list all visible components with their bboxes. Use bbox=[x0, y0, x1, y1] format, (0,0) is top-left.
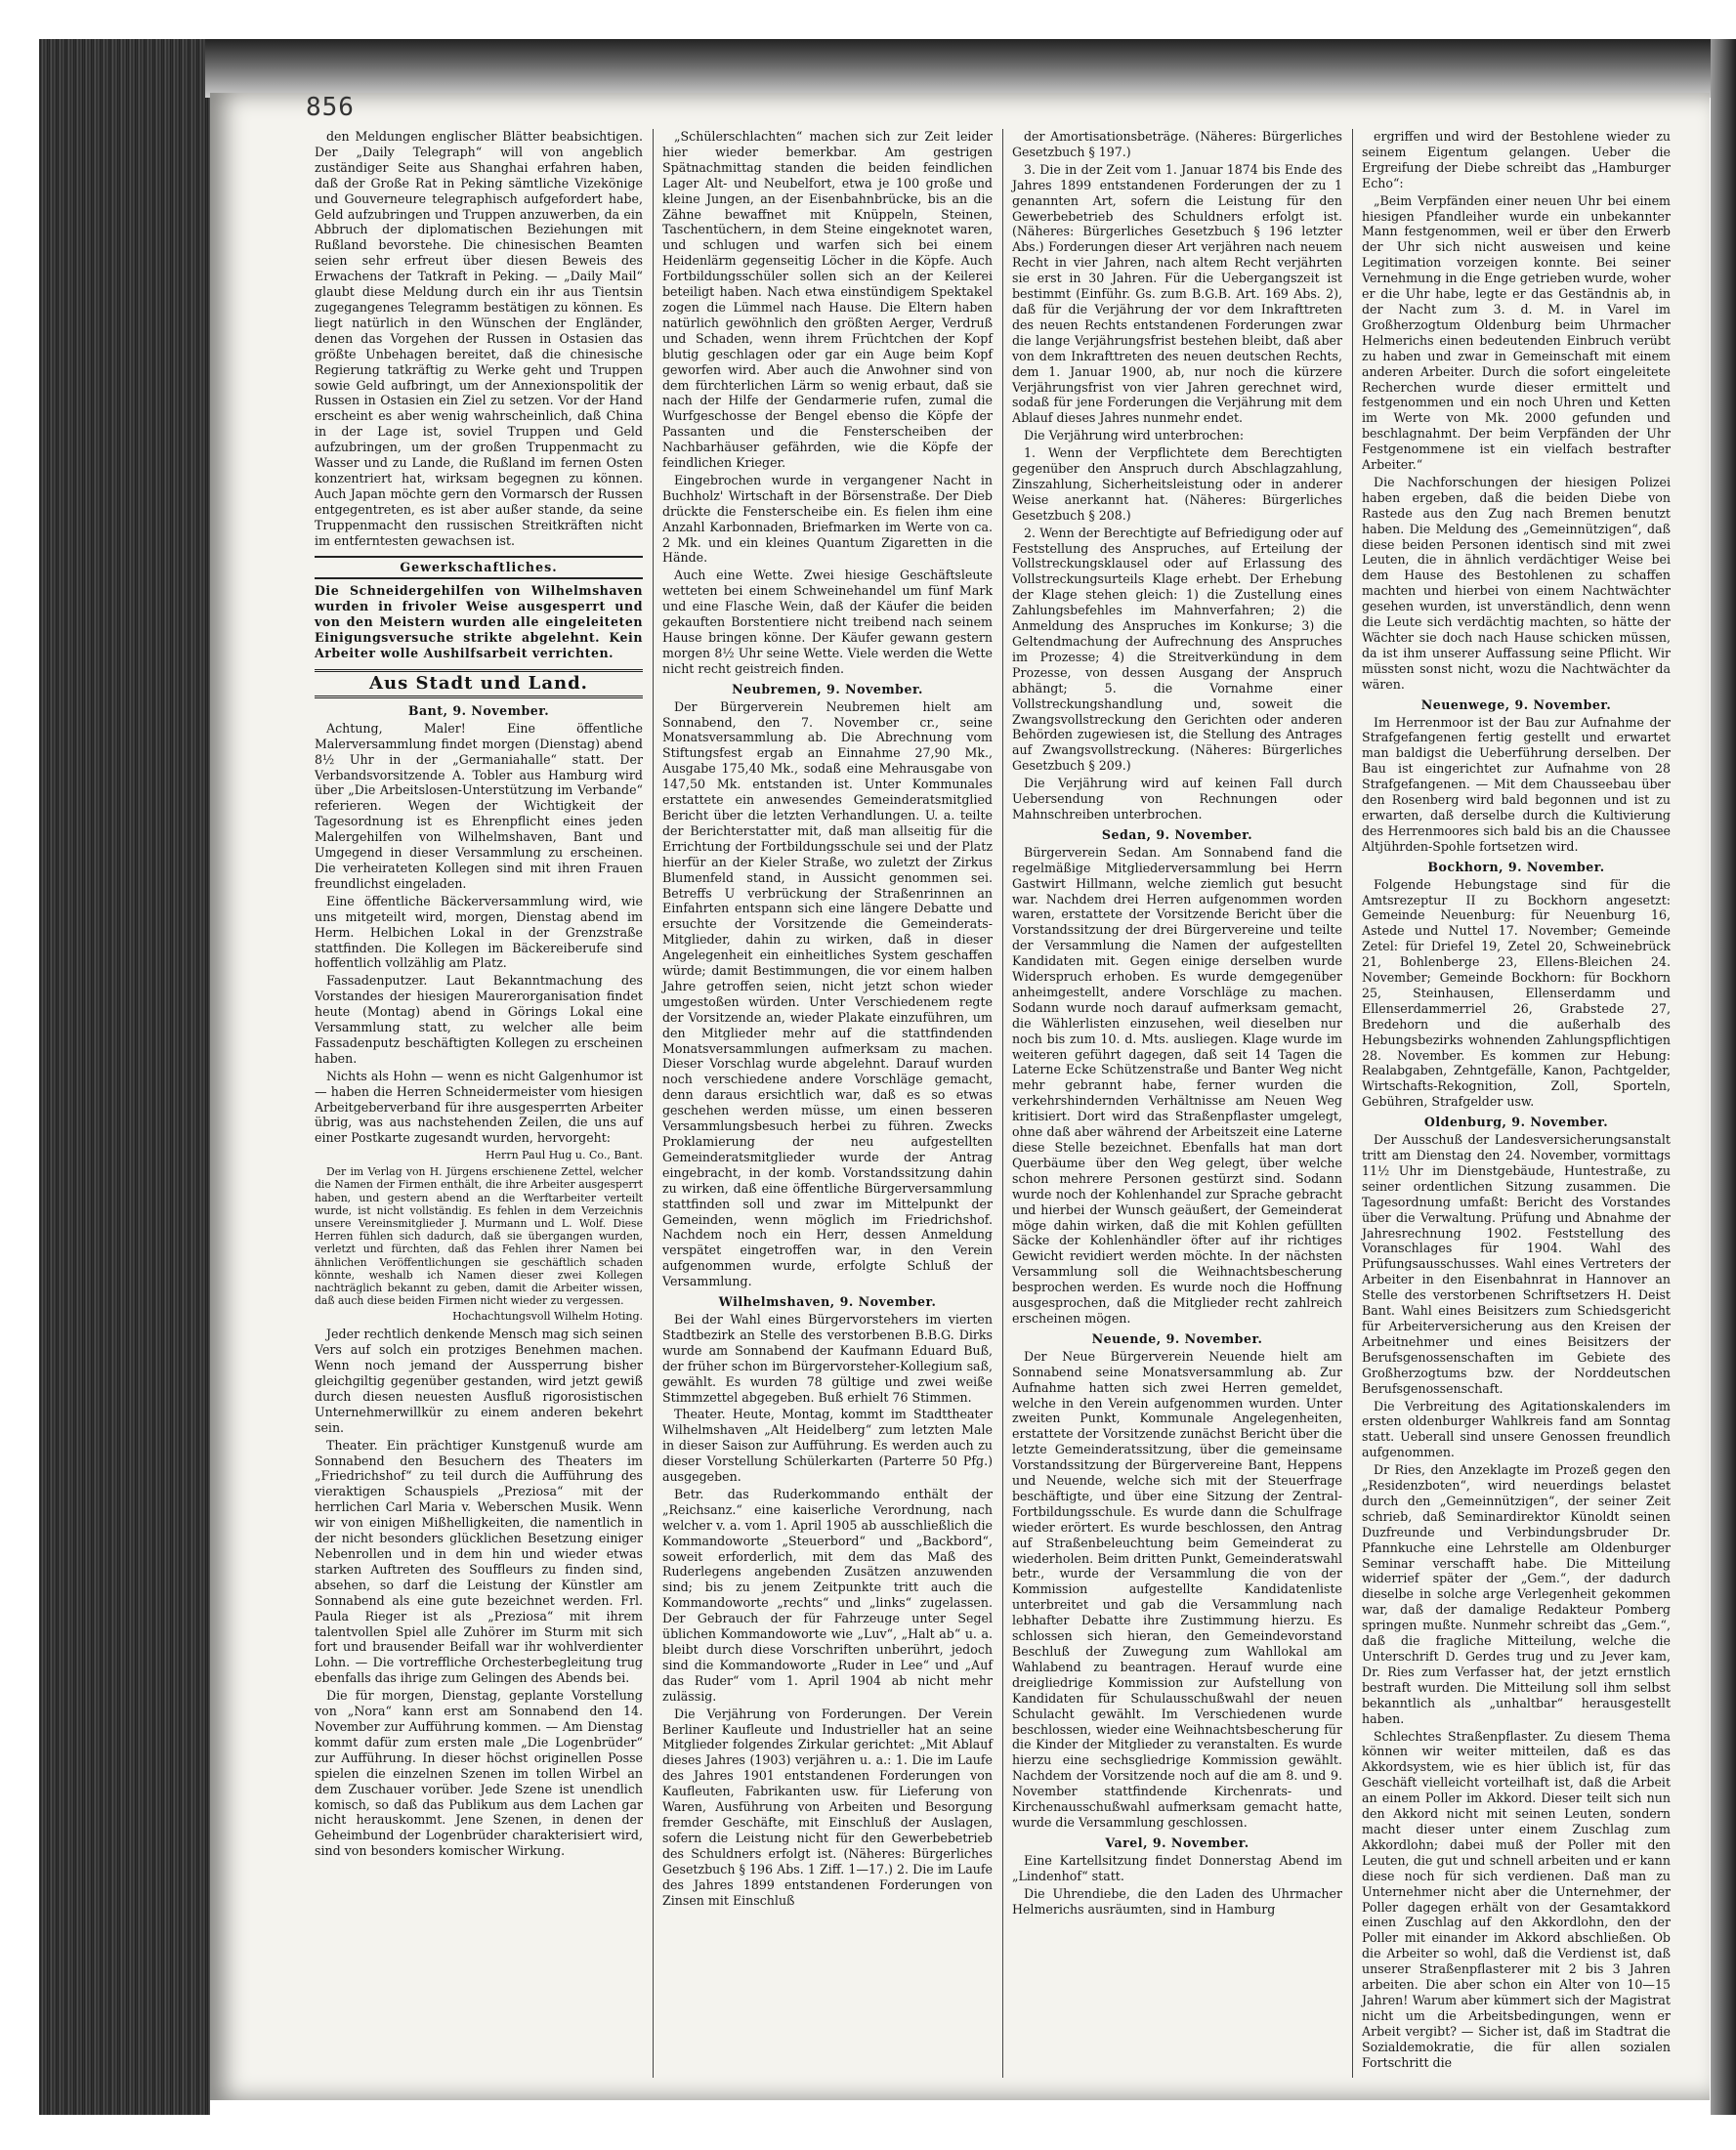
article-paragraph: Eine öffentliche Bäckerversammlung wird, wie uns mitgeteilt wird, morgen, Dienstag abend im Herm. Helbichen Lokal in der Grenzstraße stattfinden. Die Kollegen im Bäckereiberufe sind hoffentlich vollzählig am Platz. bbox=[315, 893, 643, 971]
article-paragraph: Der Bürgerverein Neubremen hielt am Sonnabend, den 7. November cr., seine Monatsversammlung ab. Die Abrechnung vom Stiftungsfest ergab an Einnahme 27,90 Mk., Ausgabe 175,40 Mk., sodaß eine Mehrausgabe von 147,50 Mk. entstanden ist. Unter Kommunales erstattete ein anwesendes Gemeinderatsmitglied Bericht über die letzten Verhandlungen. U. a. teilte der Berichterstatter mit, daß man allseitig für die Errichtung der Fortbildungsschule sei und der Platz hierfür an der Kieler Straße, wo zuletzt der Zirkus Blumenfeld stand, in Aussicht genommen sei. Betreffs U verbrückung der Straßenrinnen an Einfahrten entspann sich eine längere Debatte und ersuchte der Vorsitzende die Gemeinderats-Mitglieder, dahin zu wirken, daß in dieser Angelegenheit ein einheitliches System geschaffen würde; damit Bestimmungen, die vor einem halben Jahre getroffen seien, nicht jetzt schon wieder umgestoßen würden. Unter Verschiedenem regte der Vorsitzende an, wieder Plakate einzuführen, um den Mitglieder mehr auf die stattfindenden Monatsversammlungen aufmerksam zu machen. Dieser Vorschlag wurde abgelehnt. Darauf wurden noch verschiedene andere Vorschläge gemacht, denn daraus ersichtlich war, daß es so etwas geschehen werden müsse, um einen besseren Versammlungsbesuch herbei zu führen. Zwecks Proklamierung der neu aufgestellten Gemeinderatsmitglieder wurde der Antrag eingebracht, in der komb. Vorstandssitzung dahin zu wirken, daß eine öffentliche Bürgerversammlung stattfinden soll und zwar im Mittelpunkt der Gemeinden, wenn möglich im Friedrichshof. Nachdem noch ein Herr, dessen Anmeldung verspätet eingetroffen war, in den Verein aufgenommen wurde, erfolgte Schluß der Versammlung. bbox=[662, 698, 993, 1289]
page-number: 856 bbox=[306, 93, 355, 122]
page-gutter-shadow bbox=[1711, 39, 1736, 2115]
section-heading: Gewerkschaftliches. bbox=[315, 556, 643, 579]
column-3 bbox=[1012, 129, 1342, 1918]
article-paragraph: Nichts als Hohn — wenn es nicht Galgenhumor ist — haben die Herren Schneidermeister vom hiesigen Arbeitgeberverband für ihre ausgesperrten Arbeiter übrig, was aus nachstehenden Zeilen, die uns auf einer Postkarte zugesandt wurden, hervorgeht: bbox=[315, 1068, 643, 1146]
article-paragraph: Die Verjährung wird auf keinen Fall durch Uebersendung von Rechnungen oder Mahnschreiben unterbrochen. bbox=[1012, 776, 1342, 822]
book-top-edge bbox=[205, 39, 1729, 98]
dateline: Bant, 9. November. bbox=[407, 702, 550, 718]
article-paragraph: Die Verbreitung des Agitationskalenders im ersten oldenburger Wahlkreis fand am Sonntag statt. Ueberall sind unsere Genossen freundlich aufgenommen. bbox=[1362, 1398, 1671, 1460]
column-4 bbox=[1362, 129, 1671, 2072]
section-heading: Aus Stadt und Land. bbox=[315, 669, 643, 698]
article-paragraph: Jeder rechtlich denkende Mensch mag sich seinen Vers auf solch ein protziges Benehmen machen. Wenn noch jemand der Aussperrung bisher gleichgiltig gegenüber gestanden, wird jetzt gewiß durch diesen neuesten Ausfluß rigorosistischen Unternehmerwillkür zu einem anderen bekehrt sein. bbox=[315, 1327, 643, 1435]
article-paragraph: Im Herrenmoor ist der Bau zur Aufnahme der Strafgefangenen fertig gestellt und erwartet man baldigst die Ueberführung derselben. Der Bau ist eingerichtet zur Aufnahme von 28 Strafgefangenen. — Mit dem Chausseebau über den Rosenberg wird bald begonnen und ist zu erwarten, daß derselbe durch die Kultivierung des Herrenmoores sich bald bis an die Chaussee Altjührden-Spohle fortsetzen wird. bbox=[1362, 714, 1671, 854]
dateline: Wilhelmshaven, 9. November. bbox=[718, 1294, 937, 1310]
article-paragraph: Folgende Hebungstage sind für die Amtsrezeptur II zu Bockhorn angesetzt: Gemeinde Neuenburg: für Neuenburg 16, Astede und Nuttel 17. November; Gemeinde Zetel: für Driefel 19, Zetel 20, Schweinebrück 21, Bohlenberge 23, Ellens-Bleichen 24. November; Gemeinde Bockhorn: für Bockhorn 25, Steinhausen, Ellenserdamm und Ellenserdammerriel 26, Grabstede 27, Bredehorn und die außerhalb des Hebungsbezirks wohnenden Zahlungspflichtigen 28. November. Es kommen zur Hebung: Realabgaben, Zehntgefälle, Kanon, Pachtgelder, Wirtschafts-Rekognition, Zoll, Sporteln, Gebühren, Strafgelder usw. bbox=[1362, 876, 1671, 1110]
article-paragraph: Achtung, Maler! Eine öffentliche Malerversammlung findet morgen (Dienstag) abend 8½ Uhr in der „Germaniahalle“ statt. Der Verbandsvorsitzende A. Tobler aus Hamburg wird über „Die Arbeitslosen-Unterstützung im Verbande“ referieren. Wegen der Wichtigkeit der Tagesordnung ist es Ehrenpflicht eines jeden Malergehilfen von Wilhelmshaven, Bant und Umgegend in dieser Versammlung zu erscheinen. Die verheirateten Kollegen sind mit ihren Frauen freundlichst eingeladen. bbox=[315, 720, 643, 891]
signature: Hochachtungsvoll Wilhelm Hoting. bbox=[452, 1310, 643, 1324]
article-paragraph: Die Verjährung wird unterbrochen: bbox=[1024, 428, 1245, 443]
article-paragraph: der Amortisationsbeträge. (Näheres: Bürgerliches Gesetzbuch § 197.) bbox=[1012, 129, 1342, 159]
article-paragraph: Der Neue Bürgerverein Neuende hielt am Sonnabend seine Monatsversammlung ab. Zur Aufnahme hatten sich zwei Herren gemeldet, welche in den Verein aufgenommen wurden. Unter zweiten Punkt, Kommunale Angelegenheiten, erstattete der Vorsitzende zunächst Bericht über die letzte Gemeinderatssitzung, über die gemeinsame Vorstandssitzung der Bürgervereine Bant, Heppens und Neuende, welche sich mit der Steuerfrage beschäftigte, und über eine Sitzung der Zentral-Fortbildungsschule. Es wurde dann die Schulfrage wieder erörtert. Es wurde beschlossen, den Antrag auf Straßenbeleuchtung beim Gemeinderat zu wiederholen. Beim dritten Punkt, Gemeinderatswahl betr., wurde der Versammlung die von der Kommission aufgestellte Kandidatenliste unterbreitet und gab die Versammlung nach lebhafter Debatte ihre Zustimmung hierzu. Es schlossen sich hieran, den Gemeindevorstand Beschluß der Zuwegung zum Wahllokal am Wahlabend zu beantragen. Herauf wurde eine dreigliedrige Kommission zur Aufstellung von Kandidaten für Schulausschußwahl der neuen Schulacht gewählt. Im Verschiedenen wurde beschlossen, wieder eine Weihnachtsbescherung für die Kinder der Mitglieder zu veranstalten. Es wurde hierzu eine sechsgliedrige Kommission gewählt. Nachdem der Vorsitzende noch auf die am 8. und 9. November stattfindende Kirchenrats- und Kirchenausschußwahl aufmerksam gemacht hatte, wurde die Versammlung geschlossen. bbox=[1012, 1348, 1342, 1830]
dateline: Bockhorn, 9. November. bbox=[1427, 859, 1605, 874]
column-rule bbox=[653, 129, 654, 2078]
dateline: Neubremen, 9. November. bbox=[732, 681, 923, 696]
article-paragraph: Bürgerverein Sedan. Am Sonnabend fand die regelmäßige Mitgliederversammlung bei Herrn Gastwirt Hillmann, welche ziemlich gut besucht war. Nachdem drei Herren aufgenommen worden waren, erstattete der Vorsitzende Bericht über die Vorstandssitzung der drei Bürgervereine und teilte der Versammlung die Namen der aufgestellten Kandidaten mit. Gegen einige derselben wurde Widerspruch erhoben. Es wurde demgegenüber anheimgestellt, andere Vorschläge zu machen. Sodann wurde noch darauf aufmerksam gemacht, die Wählerlisten einzusehen, weil dieselben nur noch bis zum 10. d. Mts. ausliegen. Klage wurde im weiteren geführt dagegen, daß seit 14 Tagen die Laterne Ecke Schützenstraße und Banter Weg nicht mehr gebrannt habe, ferner wurden die verkehrshindernden Verhältnisse am Neuen Weg kritisiert. Dort wird das Straßenpflaster umgelegt, ohne daß aber während der Arbeitszeit eine Laterne diese Stelle bezeichnet. Ebenfalls hat man dort Querbäume über den Weg gelegt, über welche schon mehrere Personen gestürzt sind. Sodann wurde noch der Kohlenhandel zur Sprache gebracht und hierbei der Wunsch geäußert, der Gemeinderat möge dahin wirken, daß die mit Kohlen gefüllten Säcke der Kohlenhändler öfter auf ihr richtiges Gewicht revidiert werden möchte. In der nächsten Versammlung soll die Weihnachtsbescherung besprochen werden. Es wurde noch die Hoffnung ausgesprochen, daß die Mitglieder recht zahlreich erscheinen mögen. bbox=[1012, 844, 1342, 1326]
article-paragraph: Bei der Wahl eines Bürgervorstehers im vierten Stadtbezirk an Stelle des verstorbenen B.B.G. Dirks wurde am Sonnabend der Kaufmann Eduard Buß, der früher schon im Bürgervorsteher-Kollegium saß, gewählt. Es wurden 78 gültige und zwei weiße Stimmzettel abgegeben. Buß erhielt 76 Stimmen. bbox=[662, 1311, 993, 1405]
dateline: Sedan, 9. November. bbox=[1101, 826, 1253, 842]
article-paragraph: Die für morgen, Dienstag, geplante Vorstellung von „Nora“ kann erst am Sonnabend den 14. November zur Aufführung kommen. — Am Dienstag kommt dafür zum ersten male „Die Logenbrüder“ zur Aufführung. In dieser höchst originellen Posse spielen die einzelnen Szenen im tollen Wirbel an dem Zuschauer vorüber. Jede Szene ist unendlich komisch, so daß das Publikum aus dem Lachen gar nicht herauskommt. Jene Szenen, in denen der Geheimbund der Logenbrüder charakterisiert wird, sind von besonders komischer Wirkung. bbox=[315, 1688, 643, 1859]
signature: Herrn Paul Hug u. Co., Bant. bbox=[485, 1149, 643, 1162]
article-paragraph: Die Uhrendiebe, die den Laden des Uhrmacher Helmerichs ausräumten, sind in Hamburg bbox=[1012, 1885, 1342, 1917]
column-2 bbox=[662, 129, 993, 1910]
article-paragraph: den Meldungen englischer Blätter beabsichtigen. Der „Daily Telegraph“ will von angeblich zuständiger Seite aus Shanghai erfahren haben, daß der Große Rat in Peking sämtliche Vizekönige und Gouverneure telegraphisch aufgefordert habe, Geld aufzubringen und Truppen anzuwerben, da ein Abbruch der diplomatischen Beziehungen mit Rußland bevorstehe. Die chinesischen Beamten seien sehr erfreut über diesen Beweis des Erwachens der Tatkraft in Peking. — „Daily Mail“ glaubt diese Meldung durch ein ihr aus Tientsin zugegangenes Telegramm bestätigen zu können. Es liegt natürlich in den Wünschen der Engländer, denen das Vorgehen der Russen in Ostasien das größte Unbehagen bereitet, daß die chinesische Regierung tatkräftig zu Werke geht und Truppen sowie Geld aufbringt, um der Annexionspolitik der Russen in Ostasien ein Ziel zu setzen. Vor der Hand erscheint es aber wenig wahrscheinlich, daß China in der Lage ist, soviel Truppen und Geld aufzubringen, um der großen Truppenmacht zu Wasser und zu Lande, die Rußland im fernen Osten konzentriert hat, wirksam begegnen zu können. Auch Japan möchte gern den Vormarsch der Russen entgegentreten, es ist aber außer stande, da seine Truppenmacht den russischen Streitkräften nicht im entferntesten gewachsen ist. bbox=[315, 129, 643, 548]
book-edge bbox=[39, 39, 210, 2115]
article-paragraph: Dr Ries, den Anzeklagte im Prozeß gegen den „Residenzboten“, wird neuerdings belastet durch den „Gemeinnützigen“, der seiner Zeit schrieb, daß Seminardirektor Künoldt seinen Duzfreunde und Verbindungsbruder Dr. Pfannkuche eine Lehrstelle am Oldenburger Seminar verschafft habe. Die Mitteilung widerrief später der „Gem.“, der dadurch dieselbe in solche arge Verlegenheit gekommen war, daß der damalige Redakteur Pomberg springen mußte. Nunmehr schreibt das „Gem.“, daß die fragliche Mitteilung, welche die Unterschrift D. Gerdes trug und zu Jever kam, Dr. Ries zum Verfasser hat, der jetzt ernstlich bestraft wurden. Die Mitteilung soll ihm selbst bekanntlich als „unhaltbar“ herausgestellt haben. bbox=[1362, 1462, 1671, 1726]
column-rule bbox=[1352, 129, 1353, 2078]
column-1 bbox=[315, 129, 643, 1861]
article-paragraph: Fassadenputzer. Laut Bekanntmachung des Vorstandes der hiesigen Maurerorganisation findet heute (Montag) abend in Görings Lokal eine Versammlung statt, zu welcher alle beim Fassadenputz beschäftigten Kollegen zu erscheinen haben. bbox=[315, 973, 643, 1066]
notice-text: Die Schneidergehilfen von Wilhelmshaven wurden in frivoler Weise ausgesperrt und von den Meistern wurden alle eingeleiteten Einigungsversuche strikte abgelehnt. Kein Arbeiter wolle Aushilfsarbeit verrichten. bbox=[315, 583, 643, 660]
dateline: Neuenwege, 9. November. bbox=[1420, 696, 1612, 712]
article-paragraph: Theater. Ein prächtiger Kunstgenuß wurde am Sonnabend den Besuchern des Theaters im „Friedrichshof“ zu teil durch die Aufführung des vieraktigen Schauspiels „Preziosa“ mit der herrlichen Carl Maria v. Weberschen Musik. Wenn wir von einigen Mißhelligkeiten, die namentlich in der nicht besonders glücklichen Besetzung einiger Nebenrollen und in dem hin und wieder etwas starken Auftreten des Souffleurs zu finden sind, absehen, so darf die Leistung der Künstler am Sonnabend als eine gute bezeichnet werden. Frl. Paula Rieger ist als „Preziosa“ mit ihrem talentvollen Spiel alle Zuhörer im Sturm mit sich fort und brausender Beifall war ihr wohlverdienter Lohn. — Die vortreffliche Orchesterbegleitung trug ebenfalls das ihrige zum Gelingen des Abends bei. bbox=[315, 1437, 643, 1686]
dateline: Varel, 9. November. bbox=[1105, 1834, 1249, 1850]
article-paragraph: 2. Wenn der Berechtigte auf Befriedigung oder auf Feststellung des Anspruches, auf Erteilung der Vollstreckungsklausel oder auf Erlassung des Vollstreckungsurteils Klage erhebt. Der Erhebung der Klage stehen gleich: 1) die Zustellung eines Zahlungsbefehles im Mahnverfahren; 2) die Anmeldung des Anspruches im Konkurse; 3) die Geltendmachung der Aufrechnung des Anspruches im Prozesse; 4) die Streitverkündung in dem Prozesse, von dessen Ausgang der Anspruch abhängt; 5. die Vornahme einer Vollstreckungshandlung und, soweit die Zwangsvollstreckung den Gerichten oder anderen Behörden zugewiesen ist, die Stellung des Antrages auf Zwangsvollstreckung. (Näheres: Bürgerliches Gesetzbuch § 209.) bbox=[1012, 525, 1342, 774]
article-paragraph: Schlechtes Straßenpflaster. Zu diesem Thema können wir weiter mitteilen, daß es das Akkordsystem, wie es hier üblich ist, für das Geschäft vielleicht vorteilhaft ist, daß die Arbeit an einem Poller im Akkord. Dieser teilt sich nun den Akkord nicht mit seinen Leuten, sondern macht dieser unter einem Zuschlag zum Akkordlohn; dabei muß der Poller mit den Leuten, die gut und schnell arbeiten und er kann diese noch für sich verdienen. Daß man zu Unternehmer nicht aber die Unternehmer, der Poller dagegen erhält von der Gesamtakkord einen Zuschlag auf den Akkordlohn, den der Poller mit einander im Akkord abschließen. Ob die Arbeiter so wohl, daß die Verdienst ist, daß unserer Straßenpflasterer mit 2 bis 3 Jahren arbeiten. Die aber schon ein Alter von 10—15 Jahren! Warum aber kümmert sich der Magistrat nicht um die Arbeitsbedingungen, wenn er Arbeit vergibt? — Sicher ist, daß im Stadtrat die Sozialdemokratie, die für allen sozialen Fortschritt die bbox=[1362, 1728, 1671, 2070]
article-paragraph: Die Nachforschungen der hiesigen Polizei haben ergeben, daß die beiden Diebe von Rastede aus den Zug nach Bremen benutzt haben. Die Meldung des „Gemeinnützigen“, daß diese beiden Personen identisch sind mit zwei Leuten, die in ähnlich verdächtiger Weise bei dem Hause des Bestohlenen zu schaffen machten und hierbei von einem Nachtwächter gesehen wurden, ist unverständlich, denn wenn die Leute sich verdächtig machten, so hätte der Wächter sie doch nach Hause schicken müssen, da ist ihm unserer Auffassung seine Pflicht. Wir müssten sonst nicht, wozu die Nachtwächter da wären. bbox=[1362, 474, 1671, 692]
article-paragraph: „Beim Verpfänden einer neuen Uhr bei einem hiesigen Pfandleiher wurde ein unbekannter Mann festgenommen, weil er über den Erwerb der Uhr sich nicht ausweisen und keine Legitimation vorzeigen konnte. Bei seiner Vernehmung in die Enge getrieben wurde, woher er die Uhr habe, legte er das Geständnis ab, in der Nacht zum 3. d. M. in Varel im Großherzogtum Oldenburg beim Uhrmacher Helmerichs einen bedeutenden Einbruch verübt zu haben und zwar in Gemeinschaft mit einem anderen Arbeiter. Durch die sofort eingeleitete Recherchen wurde dieser ermittelt und festgenommen und ein noch Uhren und Ketten im Werte von Mk. 2000 gefunden und beschlagnahmt. Der beim Verpfänden der Uhr Festgenommene ist ein vielfach bestrafter Arbeiter.“ bbox=[1362, 192, 1671, 473]
article-paragraph: Eine Kartellsitzung findet Donnerstag Abend im „Lindenhof“ statt. bbox=[1012, 1852, 1342, 1883]
article-paragraph: 1. Wenn der Verpflichtete dem Berechtigten gegenüber den Anspruch durch Abschlagzahlung, Zinszahlung, Sicherheitsleistung oder in anderer Weise anerkannt hat. (Näheres: Bürgerliches Gesetzbuch § 208.) bbox=[1012, 445, 1342, 523]
article-paragraph: Die Verjährung von Forderungen. Der Verein Berliner Kaufleute und Industrieller hat an seine Mitglieder folgendes Zirkular gerichtet: „Mit Ablauf dieses Jahres (1903) verjähren u. a.: 1. Die im Laufe des Jahres 1901 entstandenen Forderungen von Kaufleuten, Fabrikanten usw. für Lieferung von Waren, Ausführung von Arbeiten und Besorgung fremder Geschäfte, mit Einschluß der Auslagen, sofern die Leistung nicht für den Gewerbebetrieb des Schuldners erfolgt ist. (Näheres: Bürgerliches Gesetzbuch § 196 Abs. 1 Ziff. 1—17.) 2. Die im Laufe des Jahres 1899 entstandenen Forderungen von Zinsen mit Einschluß bbox=[662, 1706, 993, 1908]
dateline: Neuende, 9. November. bbox=[1091, 1330, 1263, 1346]
article-paragraph: Eingebrochen wurde in vergangener Nacht in Buchholz' Wirtschaft in der Börsenstraße. Der Dieb drückte die Fensterscheibe ein. Es fielen ihm eine Anzahl Karbonnaden, Briefmarken im Werte von ca. 2 Mk. und ein kleines Quantum Zigaretten in die Hände. bbox=[662, 472, 993, 566]
quoted-letter: Der im Verlag von H. Jürgens erschienene Zettel, welcher die Namen der Firmen enthält, die ihre Arbeiter ausgesperrt haben, und gestern abend an die Werftarbeiter verteilt wurde, ist nicht vollständig. Es fehlen in dem Verzeichnis unsere Vereinsmitglieder J. Murmann und L. Wolf. Diese Herren fühlen sich dadurch, daß sie übergangen wurden, verletzt und fürchten, daß das Fehlen ihrer Namen bei ähnlichen Veröffentlichungen sie geschäftlich schaden könnte, weshalb ich Namen dieser zwei Kollegen nachträglich bekannt zu geben, damit die Arbeiter wissen, daß auch diese beiden Firmen nicht wieder zu vergessen. bbox=[315, 1165, 643, 1308]
dateline: Oldenburg, 9. November. bbox=[1423, 1115, 1609, 1130]
article-paragraph: ergriffen und wird der Bestohlene wieder zu seinem Eigentum gelangen. Ueber die Ergreifung der Diebe schreibt das „Hamburger Echo“: bbox=[1362, 129, 1671, 190]
article-paragraph: 3. Die in der Zeit vom 1. Januar 1874 bis Ende des Jahres 1899 entstandenen Forderungen der zu 1 genannten Art, sofern die Leistung für den Gewerbebetrieb des Schuldners erfolgt ist. (Näheres: Bürgerliches Gesetzbuch § 196 letzter Abs.) Forderungen dieser Art verjähren nach neuem Recht in vier Jahren, nach altem Recht verjährten sie erst in 30 Jahren. Für die Uebergangszeit ist bestimmt (Einführ. Gs. zum B.G.B. Art. 169 Abs. 2), daß für die Verjährung der vor dem Inkrafttreten des neuen Rechts entstandenen Forderungen zwar die lange Verjährungsfrist bestehen bleibt, daß aber von dem Inkrafttreten des neuen deutschen Rechts, dem 1. Januar 1900, ab, nur noch die kürzere Verjährungsfrist von vier Jahren gerechnet wird, sodaß für jene Forderungen die Verjährung mit dem Ablauf dieses Jahres nunmehr endet. bbox=[1012, 161, 1342, 426]
article-paragraph: Der Ausschuß der Landesversicherungsanstalt tritt am Dienstag den 24. November, vormittags 11½ Uhr im Dienstgebäude, Huntestraße, zu seiner ordentlichen Sitzung zusammen. Die Tagesordnung umfaßt: Bericht des Vorstandes über die Verwaltung. Prüfung und Abnahme der Jahresrechnung 1902. Feststellung des Voranschlages für 1904. Wahl des Prüfungsausschusses. Wahl eines Vertreters der Arbeiter in den Eisenbahnrat in Hannover an Stelle des verstorbenen Schriftsetzers H. Deist Bant. Wahl eines Beisitzers zum Schiedsgericht für Arbeiterversicherung aus den Kreisen der Arbeitnehmer und eines Beisitzers der Berufsgenossenschaften im Gebiete des Großherzogtums bzw. der Norddeutschen Berufsgenossenschaft. bbox=[1362, 1132, 1671, 1396]
article-paragraph: Betr. das Ruderkommando enthält der „Reichsanz.“ eine kaiserliche Verordnung, nach welcher v. a. vom 1. April 1905 ab ausschließlich die Kommandoworte „Steuerbord“ und „Backbord“, soweit erforderlich, mit dem das Maß des Ruderlegens angebenden Zusätzen anzuwenden sind; bis zu jenem Zeitpunkte tritt auch die Kommandoworte „rechts“ und „links“ zugelassen. Der Gebrauch der für Fahrzeuge unter Segel üblichen Kommandoworte wie „Luv“, „Halt ab“ u. a. bleibt durch diese Vorschriften unberührt, jedoch sind die Kommandoworte „Ruder in Lee“ und „Auf das Ruder“ vom 1. April 1904 ab nicht mehr zulässig. bbox=[662, 1486, 993, 1704]
column-rule bbox=[1002, 129, 1003, 2078]
article-paragraph: Theater. Heute, Montag, kommt im Stadttheater Wilhelmshaven „Alt Heidelberg“ zum letzten Male in dieser Saison zur Aufführung. Es werden auch zu dieser Vorstellung Schülerkarten (Parterre 50 Pfg.) ausgegeben. bbox=[662, 1407, 993, 1485]
article-paragraph: „Schülerschlachten“ machen sich zur Zeit leider hier wieder bemerkbar. Am gestrigen Spätnachmittag standen die beiden feindlichen Lager Alt- und Neubelfort, etwa je 100 große und kleine Jungen, an der Eisenbahnbrücke, bis an die Zähne bewaffnet mit Knüppeln, Steinen, Taschentüchern, in dem Steine eingeknotet waren, und schlugen und warfen sich bei einem Heidenlärm gegenseitig Löcher in die Köpfe. Auch Fortbildungsschüler sollen sich an der Keilerei beteiligt haben. Nach etwa einstündigem Spektakel zogen die Lümmel nach Hause. Die Eltern haben natürlich gewöhnlich den größten Aerger, Verdruß und Schaden, wenn ihrem Früchtchen der Kopf blutig geschlagen oder gar ein Auge beim Kopf geworfen wird. Aber auch die Anwohner sind von dem fürchterlichen Lärm so wenig erbaut, daß sie nach der Hilfe der Gendarmerie rufen, zumal die Wurfgeschosse der Bengel ebenso die Köpfe der Passanten und die Fensterscheiben der Nachbarhäuser gefährden, wie die Köpfe der feindlichen Krieger. bbox=[662, 129, 993, 471]
article-paragraph: Auch eine Wette. Zwei hiesige Geschäftsleute wetteten bei einem Schweinehandel um fünf Mark und eine Flasche Wein, daß der Käufer die beiden gekauften Borstentiere nicht treibend nach seinem Hause bringen könne. Der Käufer gewann gestern morgen 8½ Uhr seine Wette. Viele werden die Wette nicht recht geistreich finden. bbox=[662, 568, 993, 676]
